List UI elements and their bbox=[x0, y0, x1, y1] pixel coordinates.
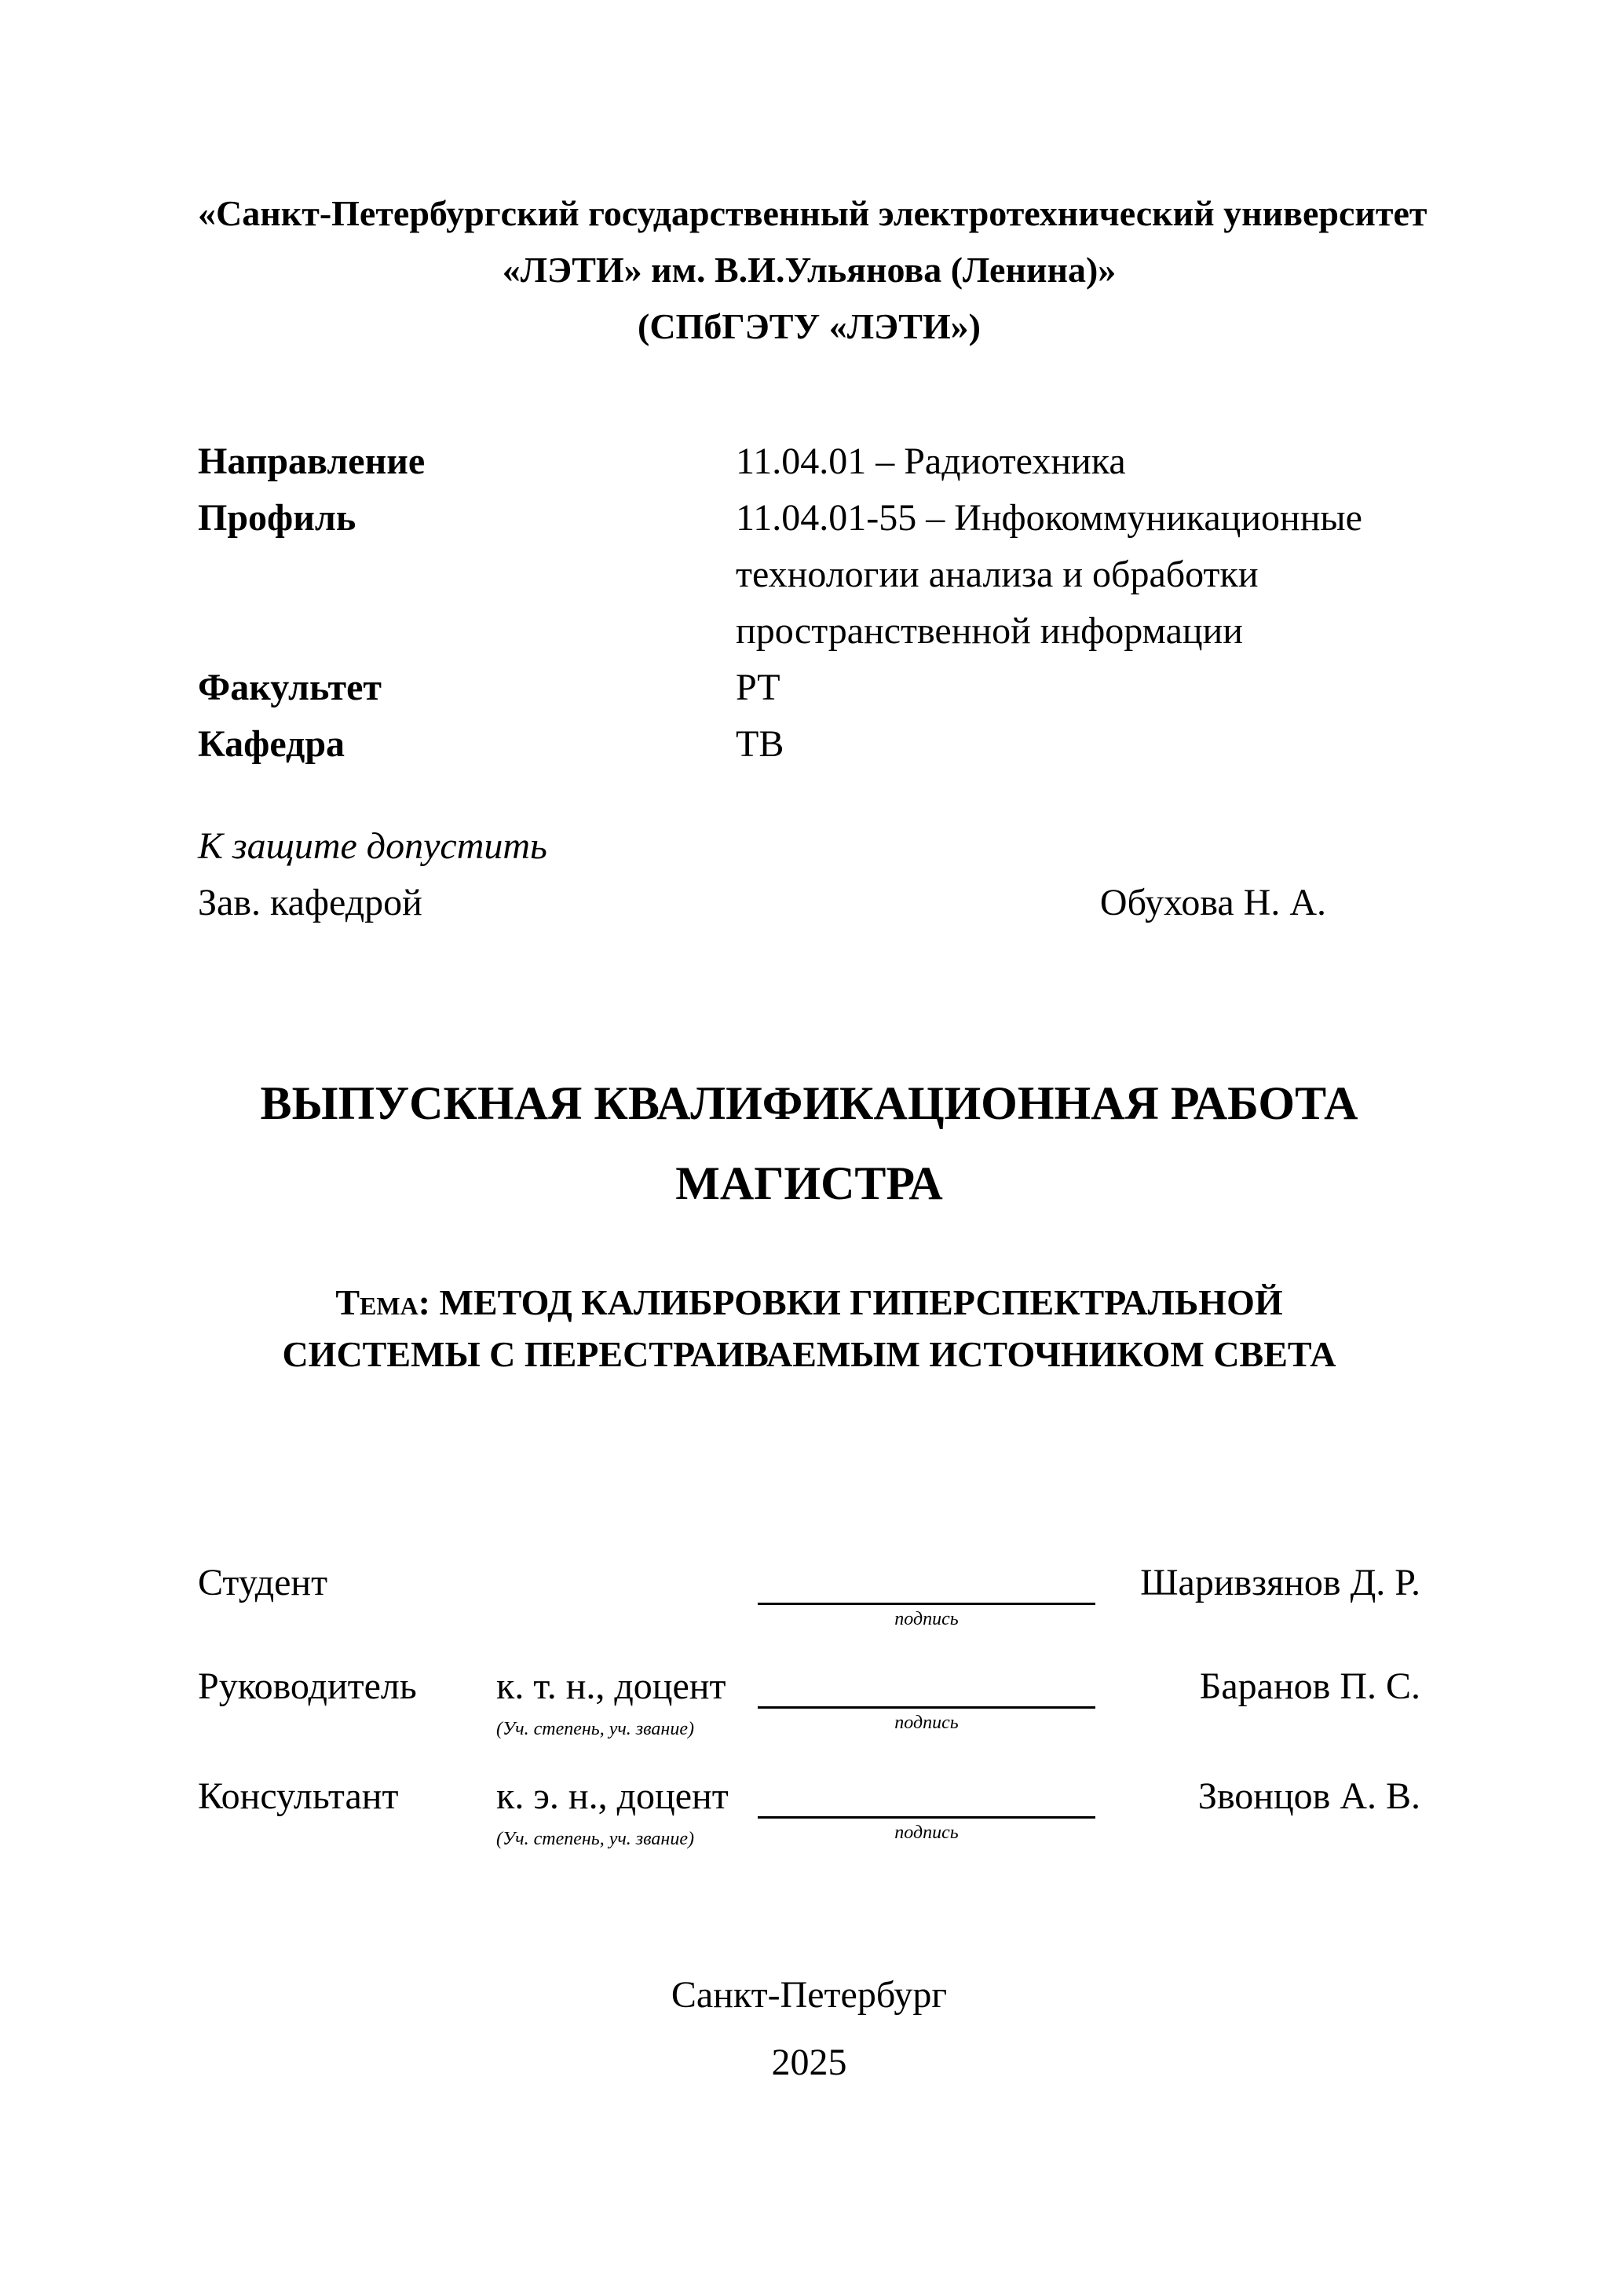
name-cell bbox=[1103, 1658, 1420, 1715]
year: 2025 bbox=[771, 2042, 847, 2083]
degree-cell bbox=[496, 1658, 758, 1743]
topic-line1 bbox=[198, 1277, 1420, 1329]
role-label-consultant: Консультант bbox=[198, 1775, 399, 1817]
main-title-line1: ВЫПУСКНАЯ КВАЛИФИКАЦИОННАЯ РАБОТА bbox=[260, 1077, 1358, 1129]
topic-block bbox=[198, 1277, 1420, 1380]
degree-consultant: к. э. н., доцент bbox=[496, 1775, 729, 1817]
signature-row-supervisor bbox=[198, 1658, 1420, 1743]
role-label-supervisor: Руководитель bbox=[198, 1665, 417, 1707]
university-name-line1: «Санкт-Петербургский государственный электротехнический университет bbox=[198, 193, 1427, 233]
admission-note: К защите допустить bbox=[198, 825, 547, 867]
degree-caption: (Уч. степень, уч. звание) bbox=[496, 1829, 694, 1849]
main-title-line2: МАГИСТРА bbox=[675, 1157, 943, 1209]
city: Санкт-Петербург bbox=[671, 1974, 948, 2016]
university-name-line2: «ЛЭТИ» им. В.И.Ульянова (Ленина)» bbox=[502, 250, 1117, 290]
topic-prefix: Тема: bbox=[335, 1282, 430, 1322]
signature-caption: подпись bbox=[894, 1823, 959, 1843]
degree-caption: (Уч. степень, уч. звание) bbox=[496, 1719, 694, 1739]
signature-line bbox=[758, 1658, 1095, 1709]
footer bbox=[198, 1961, 1420, 2097]
name-cell bbox=[1103, 1555, 1420, 1611]
signature-caption: подпись bbox=[894, 1609, 959, 1629]
role-cell bbox=[198, 1555, 496, 1611]
degree-cell bbox=[496, 1555, 758, 1611]
name-cell bbox=[1103, 1768, 1420, 1825]
admission-row bbox=[198, 875, 1420, 931]
department-head-name: Обухова Н. А. bbox=[1099, 882, 1326, 923]
admission-block bbox=[198, 818, 1420, 931]
field-value-department: ТВ bbox=[736, 723, 784, 765]
field-value-direction: 11.04.01 – Радиотехника bbox=[736, 441, 1126, 482]
student-name: Шаривзянов Д. Р. bbox=[1140, 1562, 1420, 1603]
degree-supervisor: к. т. н., доцент bbox=[496, 1665, 726, 1707]
program-fields bbox=[198, 433, 1420, 773]
field-row-faculty bbox=[198, 660, 1420, 716]
signature-cell bbox=[758, 1658, 1103, 1737]
field-label-direction: Направление bbox=[198, 441, 426, 482]
consultant-name: Звонцов А. В. bbox=[1197, 1775, 1420, 1817]
signature-row-student bbox=[198, 1555, 1420, 1633]
field-row-profile bbox=[198, 490, 1420, 660]
field-value-profile: 11.04.01-55 – Инфокоммуникационные технологии анализа и обработки пространственной информации bbox=[736, 497, 1362, 652]
main-title bbox=[198, 1063, 1420, 1223]
field-value-faculty: РТ bbox=[736, 667, 780, 708]
department-head-label: Зав. кафедрой bbox=[198, 882, 422, 923]
topic-text-line2: СИСТЕМЫ С ПЕРЕСТРАИВАЕМЫМ ИСТОЧНИКОМ СВЕТА bbox=[282, 1334, 1336, 1374]
signature-cell bbox=[758, 1768, 1103, 1847]
field-label-profile: Профиль bbox=[198, 497, 356, 539]
degree-cell bbox=[496, 1768, 758, 1853]
field-row-department bbox=[198, 716, 1420, 773]
role-label-student: Студент bbox=[198, 1562, 328, 1603]
role-cell bbox=[198, 1658, 496, 1715]
signature-caption: подпись bbox=[894, 1713, 959, 1733]
field-label-faculty: Факультет bbox=[198, 667, 382, 708]
signature-row-consultant bbox=[198, 1768, 1420, 1853]
university-header bbox=[198, 185, 1427, 355]
field-label-department: Кафедра bbox=[198, 723, 345, 765]
university-abbreviation: (СПбГЭТУ «ЛЭТИ») bbox=[638, 306, 981, 346]
topic-text-line1: МЕТОД КАЛИБРОВКИ ГИПЕРСПЕКТРАЛЬНОЙ bbox=[430, 1282, 1283, 1322]
signature-line bbox=[758, 1768, 1095, 1819]
signature-section bbox=[198, 1555, 1420, 1853]
supervisor-name: Баранов П. С. bbox=[1199, 1665, 1420, 1707]
field-row-direction bbox=[198, 433, 1420, 490]
signature-line bbox=[758, 1555, 1095, 1605]
degree-student bbox=[496, 1555, 758, 1611]
signature-cell bbox=[758, 1555, 1103, 1633]
role-cell bbox=[198, 1768, 496, 1825]
